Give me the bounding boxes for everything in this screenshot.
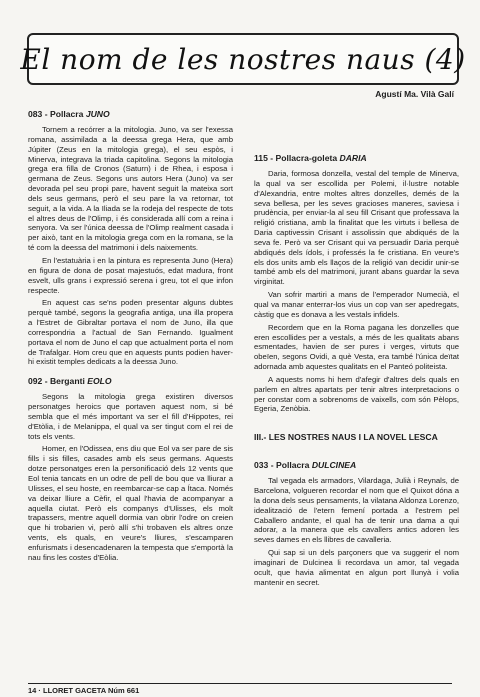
paragraph: Segons la mitologia grega existiren diversos personatges heroics que portaven aquest nom, si bé sembla que el més important va ser el fill d'Hippotes, rei d'Etòlia, i de Melanippa, el qual va ser tingut com el rei de tots els vents. [28, 392, 233, 441]
section-heading-daria: 115 - Pollacra-goleta DARIA [254, 153, 367, 163]
section-heading-eolo: 092 - Berganti EOLO [28, 376, 112, 387]
article-title: El nom de les nostres naus (4) [20, 42, 466, 76]
article-title-box [20, 33, 466, 85]
paragraph: En l'estatuària i en la pintura es representa Juno (Hera) en figura de dona de posat majestuós, edat madura, front esvelt, ulls grans i expressió serena i greu, tot el que infon respecte. [28, 255, 233, 295]
left-column [28, 109, 233, 566]
paragraph: Van sofrir martiri a mans de l'emperador Numecià, el qual va manar enterrar-los vius un cop van ser apedregats, càstig que es donava a les vestals infidels. [254, 290, 459, 319]
chapter-heading-novellesca: III.- LES NOSTRES NAUS I LA NOVEL LESCA [254, 432, 438, 443]
paragraph: Daria, formosa donzella, vestal del temple de Minerva, la qual va ser escollida per Polemi, il·lustre notable d'Alexandria, entre moltes altres donzelles, demés de la seva bellesa, per les seves gracioses maneres, saviesa i prudència, per enviar-la al seu fill Crisant que professava la religió cristiana, amb la finalitat que les virtuts i bellesa de Daria captivessin Crisant i assolissin que abdiqués de la seva fe. Però va ser Crisant qui va persuadir Daria perquè abdiqués dels ídols, i professés la fe cristiana. En veure's els dos units amb els llaços de la religió van decidir unir-se també amb els del matrimoni, jurant abans guardar la seva virginitat. [254, 169, 459, 287]
paragraph: Homer, en l'Odissea, ens diu que Eol va ser pare de sis fills i sis filles, casades amb els seus germans. Aquests dotze personatges eren la personificació dels 12 vents que Eol tenia tancats en un odre de pell de bou que va lliurar a Ulisses, el seu hoste, en reembarcar-se cap a Ítaca. Només va deixar lliure a Cèfir, el qual l'havia de acompanyar a aquella ciutat. Però els companys d'Ulisses, els molt trapassers, mentre aquell dormia van obrir l'odre on creien que hi trobarien vi, però allí s'hi trobaven els altres onze vents, els quals, en veure's lliures, s'escamparen enfurismats i desencadenaren la tempesta que s'emportà la nau fins les costes d'Eòlia. [28, 444, 233, 562]
right-column [254, 153, 459, 591]
section-heading-dulcinea: 033 - Pollacra DULCINEA [254, 460, 357, 471]
paragraph: A aquests noms hi hem d'afegir d'altres dels quals en parlem en altres apartats per tenir altres interpretacions o per constar com a sobrenoms de vaixells, com són Pèlops, Egeria, Zenòbia. [254, 374, 459, 414]
paragraph: Qui sap si un dels parçoners que va suggerir el nom imaginari de Dulcinea li recordava un amor, tal vegada ocult, que havia alimentat en algun port llunyà i volia mantenir en secret. [254, 548, 459, 587]
paragraph: Tal vegada els armadors, Vilardaga, Julià i Reynals, de Barcelona, volgueren recordar el nom que el Quixot dóna a la dona dels seus pensaments, la vilatana Aldonza Lorenzo, idealització de l'etern femení portada a l'estrem pel Caballero andante, el qual ha de tenir una dama a qui adorar, a la manera que els cavallers antics adoren les seves dames en els llibres de cavalleria. [254, 476, 459, 545]
paragraph: Tornem a recórrer a la mitologia. Juno, va ser l'exessa romana, assimilada a la deessa grega Hera, que amb Júpiter (Zeus en la mitologia grega), el seu espòs, i Minerva, integrava la triada capitolina. Segons la mitologia grega era filla de Cronos (Saturn) i de Rhea, i esposa i germana de Zeus. Segons uns autors Hera (Juno) va ser devorada pel seu propi pare, havent seguit la mateixa sort dels seus germans, però el seu pare la va retornar, tot seguit, a la vida. A la Iliada se la rodeja del respecte de tots el altres deus de l'Olimp, i és considerada allí com a reina i senyora. Va ser l'única deessa de l'Olimp realment casada i per això, tant en la mitologia grega com en la romana, se la té com la deessa del matrimoni i dels naixements. [28, 125, 233, 253]
paragraph: En aquest cas se'ns poden presentar alguns dubtes perquè també, segons la geografia antiga, una illa propera a l'Estret de Gibraltar portava el nom de Juno, illa que correspondria a l'actual de San Fernando. Igualment portava el nom de Juno el cap que actualment porta el nom de Trafalgar. Hom creu que en aquests punts podien haver-hi existit temples dedicats a la deessa Juno. [28, 298, 233, 367]
page-footer: 14 · LLORET GACETA Núm 661 [28, 683, 452, 695]
article-author: Agustí Ma. Vilà Galí [375, 89, 454, 99]
paragraph: Recordem que en la Roma pagana les donzelles que eren escollides per a vestals, a més de les qualitats abans esmentades, havien de ser pures i verges, virtuts que obeïen, segons Ovidi, a què Vesta, era també l'única deïtat adornada amb aquestes qualitats en el Panteó politeista. [254, 322, 459, 372]
section-heading-juno: 083 - Pollacra JUNO [28, 109, 110, 119]
